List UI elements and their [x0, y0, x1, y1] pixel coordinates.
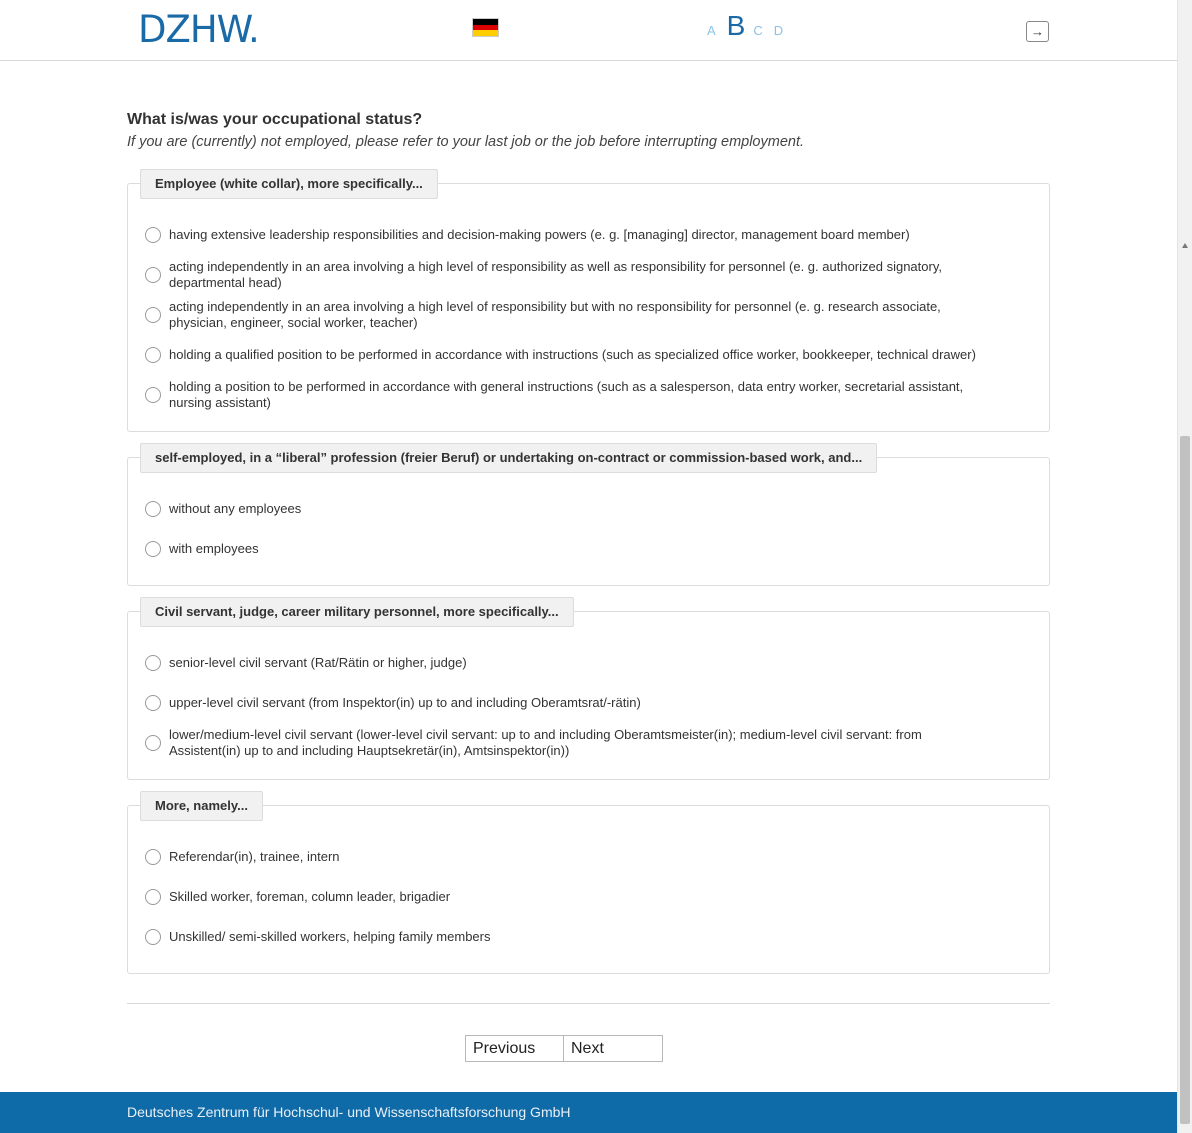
logout-icon[interactable]: →: [1026, 21, 1049, 42]
option-group-employee: [127, 176, 1050, 432]
radio-button[interactable]: [145, 849, 161, 865]
scroll-up-arrow-icon[interactable]: [1182, 243, 1188, 248]
radio-button[interactable]: [145, 929, 161, 945]
radio-button[interactable]: [145, 889, 161, 905]
page-navigation: [465, 1035, 663, 1062]
radio-button[interactable]: [145, 735, 161, 751]
option-label: upper-level civil servant (from Inspektor(in) up to and including Oberamtsrat/-rätin): [169, 695, 641, 710]
divider: [127, 1003, 1050, 1004]
font-size-b[interactable]: B: [726, 10, 746, 41]
question-title: What is/was your occupational status?: [127, 111, 423, 128]
font-size-c[interactable]: C: [753, 23, 763, 38]
group-legend: Civil servant, judge, career military personnel, more specifically...: [140, 597, 574, 627]
option-radio[interactable]: [145, 655, 995, 671]
option-radio[interactable]: [145, 889, 995, 905]
header: [0, 0, 1177, 61]
radio-button[interactable]: [145, 501, 161, 517]
option-label: having extensive leadership responsibilities and decision-making powers (e. g. [managing] director, management board member): [169, 227, 910, 242]
radio-button[interactable]: [145, 541, 161, 557]
option-group-self-employed: [127, 450, 1050, 586]
option-label: without any employees: [169, 501, 302, 516]
option-radio[interactable]: [145, 849, 995, 865]
scrollbar-thumb[interactable]: [1180, 436, 1190, 1124]
option-group-more: [127, 798, 1050, 974]
option-label: holding a position to be performed in accordance with general instructions (such as a salesperson, data entry worker, secretarial assistant, nursing assistant): [169, 379, 964, 410]
option-radio[interactable]: [145, 379, 995, 411]
option-label: holding a qualified position to be performed in accordance with instructions (such as specialized office worker, bookkeeper, technical drawer): [169, 347, 976, 362]
question: [127, 110, 804, 154]
option-label: lower/medium-level civil servant (lower-level civil servant: up to and including Oberamtsmeister(in); medium-level civil servant: from Assistent(in) up to and including Hauptsekretär(in), Amtsinspektor(in)): [169, 727, 922, 758]
question-hint: If you are (currently) not employed, please refer to your last job or the job before interrupting employment.: [127, 134, 805, 150]
option-group-civil-servant: [127, 604, 1050, 780]
option-label: Unskilled/ semi-skilled workers, helping family members: [169, 929, 491, 944]
option-label: senior-level civil servant (Rat/Rätin or higher, judge): [169, 655, 467, 670]
option-radio[interactable]: [145, 929, 995, 945]
radio-button[interactable]: [145, 387, 161, 403]
radio-button[interactable]: [145, 307, 161, 323]
font-size-a[interactable]: A: [707, 23, 716, 38]
group-legend: Employee (white collar), more specifically...: [140, 169, 438, 199]
option-label: with employees: [169, 541, 259, 556]
footer-text: Deutsches Zentrum für Hochschul- und Wissenschaftsforschung GmbH: [127, 1104, 571, 1120]
radio-button[interactable]: [145, 347, 161, 363]
option-radio[interactable]: [145, 727, 995, 759]
vertical-scrollbar[interactable]: [1177, 0, 1192, 1133]
group-legend: More, namely...: [140, 791, 263, 821]
group-legend: self-employed, in a “liberal” profession (freier Beruf) or undertaking on-contract or commission-based work, and...: [140, 443, 877, 473]
option-label: acting independently in an area involving a high level of responsibility but with no responsibility for personnel (e. g. research associate, physician, engineer, social worker, teacher): [169, 299, 941, 330]
font-size-d[interactable]: D: [773, 23, 784, 38]
radio-button[interactable]: [145, 695, 161, 711]
option-radio[interactable]: [145, 259, 995, 291]
font-size-selector: [707, 10, 794, 42]
radio-button[interactable]: [145, 655, 161, 671]
radio-button[interactable]: [145, 267, 161, 283]
radio-button[interactable]: [145, 227, 161, 243]
option-label: Skilled worker, foreman, column leader, brigadier: [169, 889, 451, 904]
dzhw-logo[interactable]: DZHW.: [138, 8, 259, 51]
option-label: acting independently in an area involving a high level of responsibility as well as responsibility for personnel (e. g. authorized signatory, departmental head): [169, 259, 942, 290]
option-radio[interactable]: [145, 695, 995, 711]
german-flag-icon[interactable]: [472, 18, 499, 37]
previous-button[interactable]: Previous: [465, 1035, 564, 1062]
option-radio[interactable]: [145, 347, 995, 363]
option-radio[interactable]: [145, 541, 995, 557]
option-label: Referendar(in), trainee, intern: [169, 849, 340, 864]
next-button[interactable]: Next: [564, 1035, 663, 1062]
footer: [0, 1092, 1177, 1133]
option-radio[interactable]: [145, 227, 995, 243]
option-radio[interactable]: [145, 501, 995, 517]
option-radio[interactable]: [145, 299, 995, 331]
